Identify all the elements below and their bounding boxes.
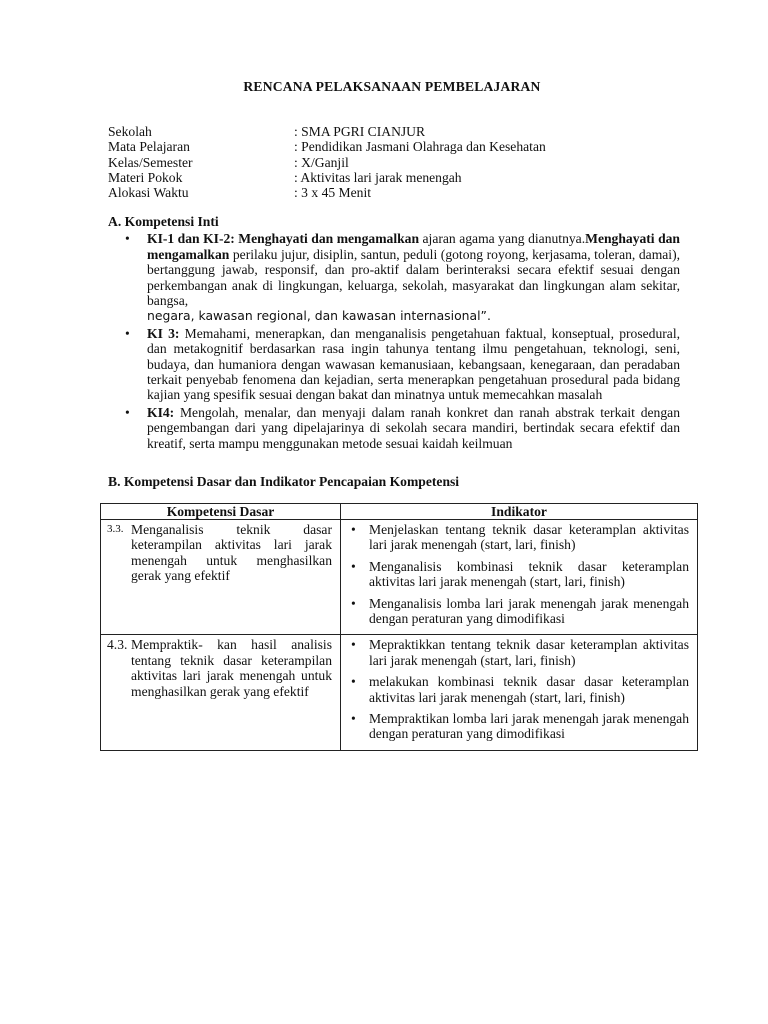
- meta-value: : Pendidikan Jasmani Olahraga dan Kesehatan: [294, 139, 546, 155]
- table-header-row: [101, 504, 698, 520]
- kd-cell: [101, 520, 341, 635]
- ki-text: negara, kawasan regional, dan kawasan internasional”.: [147, 308, 491, 324]
- kd-number: 4.3.: [107, 637, 128, 653]
- ki-bold: Menghayati dan mengamalkan: [147, 231, 680, 262]
- ki-text: perilaku jujur, disiplin, santun, peduli (gotong royong, kerjasama, toleran, damai), bertanggung jawab, responsif, dan pro-aktif dalam berinteraksi secara efektif sesuai dengan perkembangan anak di lingkungan, keluarga, sekolah, masyarakat dan lingkungan alam sekitar, bangsa,: [147, 246, 680, 309]
- kd-cell: [101, 635, 341, 750]
- meta-label: Materi Pokok: [108, 169, 183, 185]
- list-item: • Menganalisis lomba lari jarak menengah jarak menengah dengan peraturan yang dimodifikasi: [347, 596, 689, 627]
- list-item: • Menganalisis kombinasi teknik dasar keteramplan aktivitas lari jarak menengah (start, lari, finish): [347, 559, 689, 590]
- meta-label: Alokasi Waktu: [108, 185, 189, 201]
- ki-text: ajaran agama yang dianutnya.: [419, 231, 586, 247]
- list-item-ki3: [108, 326, 680, 403]
- kd-text: Menganalisis teknik dasar keterampilan aktivitas lari jarak menengah untuk menghasilkan gerak yang efektif: [131, 522, 332, 584]
- list-item: • Menjelaskan tentang teknik dasar keteramplan aktivitas lari jarak menengah (start, lari, finish): [347, 522, 689, 553]
- list-item-ki4: [108, 405, 680, 451]
- section-kompetensi-inti: [108, 214, 680, 453]
- column-header-indikator: Indikator: [341, 504, 698, 520]
- indikator-list: [347, 637, 689, 741]
- meta-value: : SMA PGRI CIANJUR: [294, 124, 426, 139]
- table-row: [101, 520, 698, 635]
- kd-text: Mempraktik- kan hasil analisis tentang teknik dasar keterampilan aktivitas lari jarak menengah untuk menghasilkan gerak yang efektif: [131, 637, 332, 699]
- meta-label: Sekolah: [108, 124, 152, 139]
- identity-block: [108, 124, 708, 200]
- list-item: • melakukan kombinasi teknik dasar dasar keteramplan aktivitas lari jarak menengah (start, lari, finish): [347, 674, 689, 705]
- table-row: [101, 635, 698, 750]
- meta-row-topic: [108, 170, 708, 185]
- ki-text: Mengolah, menalar, dan menyaji dalam ranah konkret dan ranah abstrak terkait dengan pengembangan dari yang dipelajarinya di sekolah secara mandiri, bertindak secara efektif dan kreatif, serta mampu menggunakan metode sesuai kaidah keilmuan: [147, 404, 680, 451]
- list-item: • Mepraktikkan tentang teknik dasar keteramplan aktivitas lari jarak menengah (start, lari, finish): [347, 637, 689, 668]
- indikator-cell: [341, 635, 698, 750]
- ki-bold: KI 3:: [147, 325, 180, 341]
- ki-bold: KI-1 dan KI-2: Menghayati dan mengamalkan: [147, 231, 420, 247]
- section-heading: A. Kompetensi Inti: [108, 214, 219, 229]
- meta-value: : X/Ganjil: [294, 154, 349, 170]
- indikator-list: [347, 522, 689, 626]
- document-title: RENCANA PELAKSANAAN PEMBELAJARAN: [243, 79, 541, 94]
- kd-indikator-table: [100, 503, 698, 751]
- list-item-ki12: [108, 231, 680, 323]
- kd-number: 3.3.: [107, 523, 124, 535]
- column-header-kd: Kompetensi Dasar: [101, 504, 341, 520]
- ki-bold: KI4:: [147, 404, 175, 420]
- indikator-cell: [341, 520, 698, 635]
- meta-row-school: [108, 124, 708, 139]
- meta-label: Kelas/Semester: [108, 154, 193, 170]
- meta-value: : 3 x 45 Menit: [294, 185, 372, 201]
- ki-list: [108, 231, 680, 451]
- meta-row-time: [108, 185, 708, 200]
- meta-label: Mata Pelajaran: [108, 139, 190, 155]
- meta-row-class: [108, 155, 708, 170]
- ki-text: Memahami, menerapkan, dan menganalisis pengetahuan faktual, konseptual, prosedural, dan metakognitif berdasarkan rasa ingin tahunya tentang ilmu pengetahuan, teknologi, seni, budaya, dan humaniora dengan wawasan kemanusiaan, kebangsaan, kenegaraan, dan peradaban terkait penyebab fenomena dan kejadian, serta menerapkan pengetahuan prosedural pada bidang kajian yang spesifik sesuai dengan bakat dan minatnya untuk memecahkan masalah: [147, 325, 680, 403]
- meta-value: : Aktivitas lari jarak menengah: [294, 169, 462, 185]
- list-item: • Mempraktikan lomba lari jarak menengah jarak menengah dengan peraturan yang dimodifikasi: [347, 711, 689, 742]
- meta-row-subject: [108, 139, 708, 154]
- section-heading-kd: B. Kompetensi Dasar dan Indikator Pencapaian Kompetensi: [108, 474, 460, 489]
